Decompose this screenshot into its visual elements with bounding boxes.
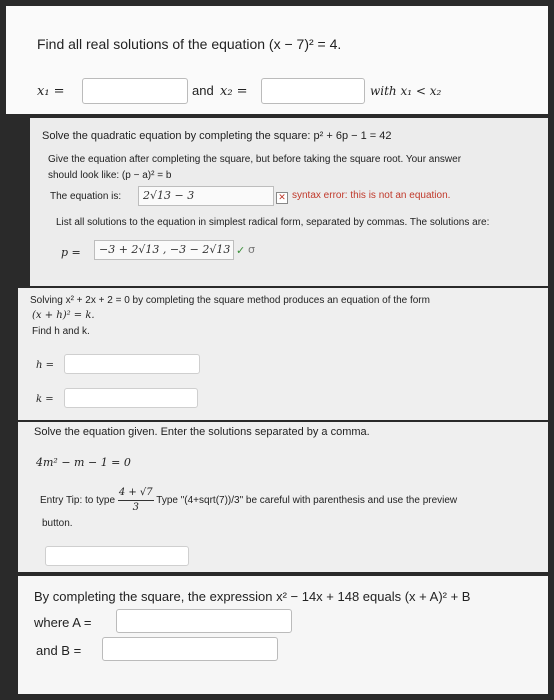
k-label: k =: [36, 394, 54, 405]
entry-tip-line-2: button.: [42, 518, 73, 529]
entry-tip-fraction-numerator: 4 + √7: [118, 486, 154, 501]
x2-input[interactable]: [261, 78, 365, 104]
question-3-panel: [18, 288, 548, 420]
equation-label: The equation is:: [50, 191, 122, 202]
and-label: and: [192, 83, 214, 98]
question-5-panel: [18, 576, 548, 694]
solutions-input[interactable]: [45, 546, 189, 566]
x1-less-than-x2-condition: with x₁ < x₂: [370, 84, 442, 98]
entry-tip-suffix: Type "(4+sqrt(7))/3" be careful with parenthesis and use the preview: [156, 495, 458, 507]
question-2-instruction-line-2: should look like: (p − a)² = b: [48, 170, 172, 181]
entry-tip: [40, 486, 457, 515]
p-solutions-value: −3 + 2√13 , −3 − 2√13: [99, 243, 231, 256]
entry-tip-prefix: Entry Tip: to type: [40, 495, 116, 507]
x2-label: x₂ =: [220, 84, 248, 99]
error-x-icon: ✕: [276, 192, 288, 204]
p-label: p =: [61, 246, 81, 259]
question-2-panel: [30, 118, 548, 286]
question-2-prompt: Solve the quadratic equation by completing the square: p² + 6p − 1 = 42: [42, 130, 392, 142]
question-1-panel: [6, 6, 548, 114]
question-2-instruction-line-1: Give the equation after completing the square, but before taking the square root. Your answer: [48, 154, 462, 165]
x1-input[interactable]: [82, 78, 188, 104]
question-3-prompt-line-2: (x + h)² = k.: [32, 310, 95, 321]
equation-input[interactable]: 2√13 − 3: [138, 186, 274, 206]
question-4-panel: [18, 422, 548, 572]
a-label: where A =: [34, 615, 92, 630]
question-1-text: Find all real solutions of the equation (x − 7)² = 4.: [37, 36, 342, 52]
correct-check-icon: ✓: [236, 244, 246, 257]
x1-label: x₁ =: [37, 84, 65, 99]
question-3-prompt-line-3: Find h and k.: [32, 326, 90, 337]
question-4-prompt: Solve the equation given. Enter the solutions separated by a comma.: [34, 426, 370, 438]
b-label: and B =: [36, 643, 82, 658]
b-input[interactable]: [102, 637, 278, 661]
k-input[interactable]: [64, 388, 198, 408]
entry-tip-fraction: [118, 486, 154, 515]
p-solutions-input[interactable]: [94, 240, 234, 260]
h-label: h =: [36, 360, 54, 371]
a-input[interactable]: [116, 609, 292, 633]
entry-tip-fraction-denominator: 3: [132, 502, 139, 513]
question-4-equation: 4m² − m − 1 = 0: [36, 456, 131, 469]
syntax-error-message: syntax error: this is not an equation.: [292, 190, 451, 201]
h-input[interactable]: [64, 354, 200, 374]
question-5-prompt: By completing the square, the expression x² − 14x + 148 equals (x + A)² + B: [34, 589, 471, 604]
solutions-prompt: List all solutions to the equation in simplest radical form, separated by commas. The solutions are:: [56, 217, 490, 228]
question-3-prompt-line-1: Solving x² + 2x + 2 = 0 by completing the square method produces an equation of the form: [30, 295, 430, 306]
preview-icon[interactable]: σ: [248, 243, 255, 256]
